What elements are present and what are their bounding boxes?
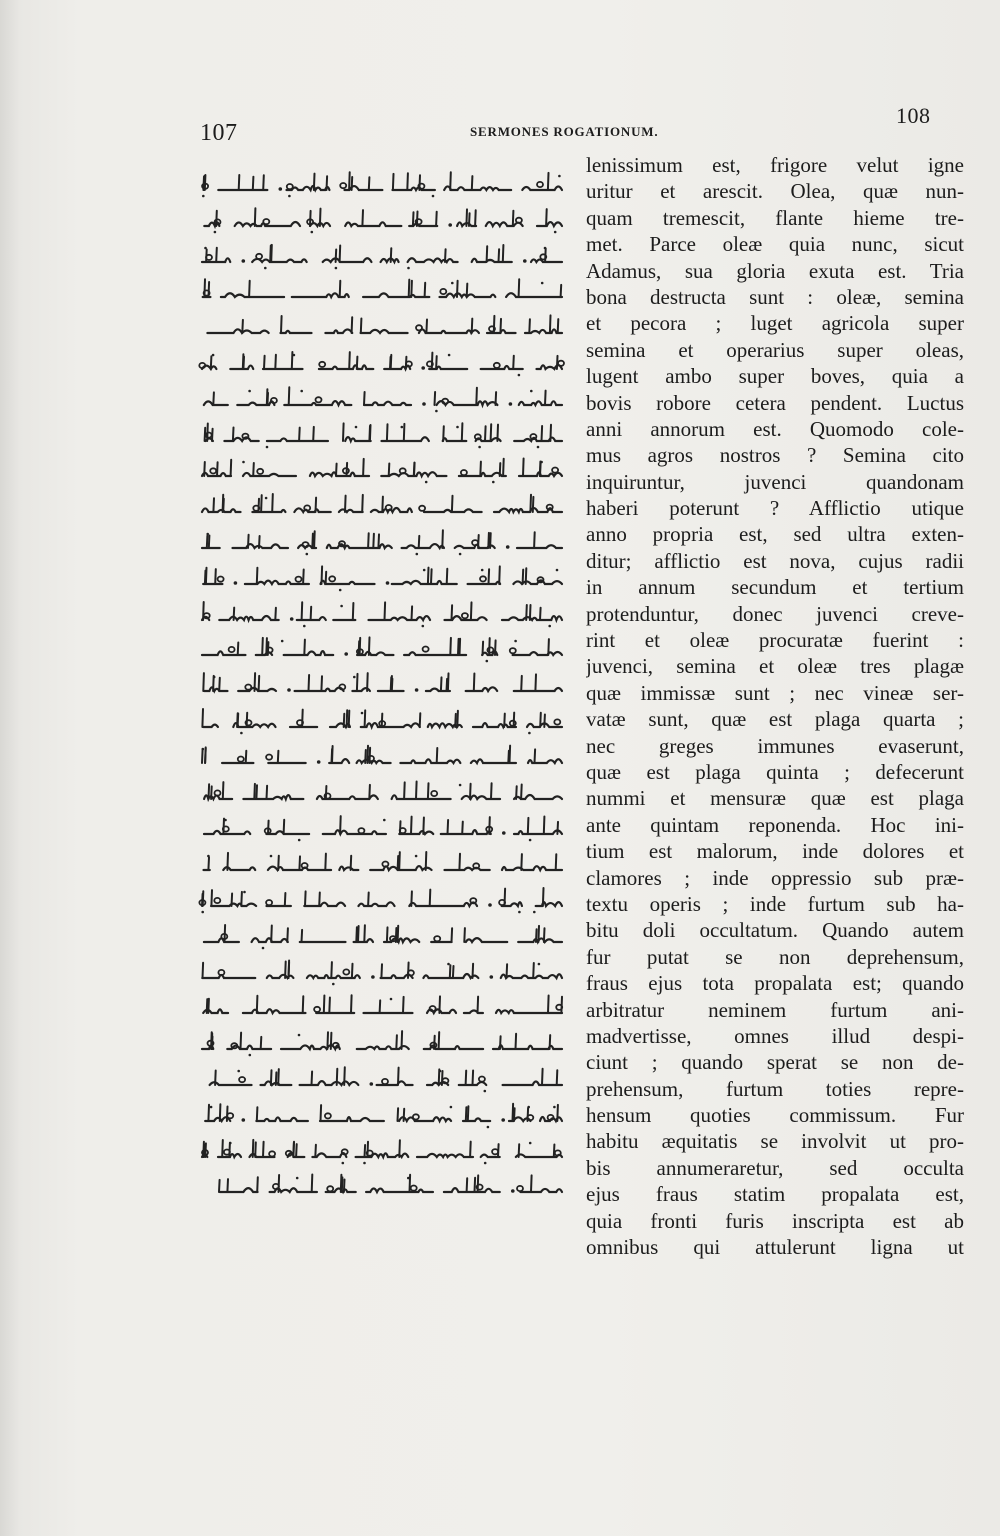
latin-text-line: habitu æquitatis se involvit ut pro- — [586, 1129, 964, 1154]
syriac-text-line — [198, 309, 566, 345]
latin-text-line: quia fronti furis inscripta est ab — [586, 1208, 964, 1233]
latin-text-line: fur putat se non deprehensum, — [586, 944, 964, 969]
syriac-text-line — [198, 345, 566, 381]
latin-text-line: ejus fraus statim propalata est, — [586, 1182, 964, 1207]
latin-text-line: quæ immissæ sunt ; nec vineæ ser- — [586, 680, 964, 705]
syriac-text-line — [198, 238, 566, 274]
syriac-text-line — [198, 202, 566, 238]
latin-text-line: Adamus, sua gloria exuta est. Tria — [586, 258, 964, 283]
syriac-text-line — [198, 273, 566, 309]
latin-text-line: inquiruntur, juvenci quandonam — [586, 469, 964, 494]
syriac-text-line — [198, 810, 566, 846]
syriac-text-line — [198, 524, 566, 560]
latin-text-line: bovis robore cetera pendent. Luctus — [586, 390, 964, 415]
syriac-text-line — [198, 918, 566, 954]
latin-text-line: textu operis ; inde furtum sub ha- — [586, 891, 964, 916]
latin-text-line: clamores ; inde oppressio sub præ- — [586, 865, 964, 890]
latin-text-line: ditur; afflictio est nova, cujus radii — [586, 548, 964, 573]
latin-text-column — [586, 152, 964, 1260]
latin-text-line: bona destructa sunt : oleæ, semina — [586, 284, 964, 309]
latin-text-line: haberi poterunt ? Afflictio utique — [586, 496, 964, 521]
syriac-text-line — [198, 166, 566, 202]
syriac-text-line — [198, 739, 566, 775]
syriac-text-line — [198, 417, 566, 453]
syriac-text-line — [198, 775, 566, 811]
latin-text-line: fraus ejus tota propalata est; quando — [586, 971, 964, 996]
syriac-text-line — [198, 882, 566, 918]
latin-text-line: rint et oleæ procuratæ fuerint : — [586, 628, 964, 653]
running-title: SERMONES ROGATIONUM. — [470, 124, 659, 139]
latin-text-line: tium est malorum, inde dolores et — [586, 839, 964, 864]
latin-text-line: nummi et mensuræ quæ est plaga — [586, 786, 964, 811]
syriac-text-line — [198, 989, 566, 1025]
latin-text-line: in annum secundum et tertium — [586, 575, 964, 600]
latin-text-line: quam tremescit, flante hieme tre- — [586, 205, 964, 230]
syriac-text-line — [198, 846, 566, 882]
latin-text-line: ante quintam reponenda. Hoc ini- — [586, 812, 964, 837]
latin-text-line: anni annorum est. Quomodo cole- — [586, 416, 964, 441]
latin-text-line: vatæ sunt, quæ est plaga quarta ; — [586, 707, 964, 732]
syriac-text-line — [198, 703, 566, 739]
latin-text-line: uritur et arescit. Olea, quæ nun- — [586, 179, 964, 204]
page-number-left: 107 — [200, 120, 238, 146]
latin-text-line: semina et operarius super oleas, — [586, 337, 964, 362]
syriac-text-line — [198, 1097, 566, 1133]
syriac-text-line — [198, 954, 566, 990]
syriac-text-line — [198, 381, 566, 417]
latin-text-line: juvenci, semina et oleæ tres plagæ — [586, 654, 964, 679]
latin-text-line: hensum quoties commissum. Fur — [586, 1103, 964, 1128]
latin-text-line: lugent ambo super boves, quia a — [586, 364, 964, 389]
latin-text-line: anno propria est, sed ultra exten- — [586, 522, 964, 547]
syriac-text-line — [198, 1025, 566, 1061]
latin-text-line: bis annumeraretur, sed occulta — [586, 1155, 964, 1180]
latin-text-line: nec greges immunes evaserunt, — [586, 733, 964, 758]
latin-text-line: protenduntur, donec juvenci creve- — [586, 601, 964, 626]
latin-text-line: ciunt ; quando sperat se non de- — [586, 1050, 964, 1075]
syriac-text-line — [198, 667, 566, 703]
syriac-text-line — [198, 596, 566, 632]
latin-text-line: mus agros nostros ? Semina cito — [586, 443, 964, 468]
page-number-right: 108 — [896, 103, 931, 128]
latin-text-line: bitu doli occultatum. Quando autem — [586, 918, 964, 943]
latin-text-line: lenissimum est, frigore velut igne — [586, 153, 964, 177]
latin-text-line: omnibus qui attulerunt ligna ut — [586, 1235, 964, 1260]
page-edge-shadow — [0, 0, 20, 1536]
syriac-text-line — [198, 452, 566, 488]
latin-text-line: arbitratur neminem furtum ani- — [586, 997, 964, 1022]
syriac-text-column — [198, 166, 566, 1204]
syriac-text-line — [198, 488, 566, 524]
syriac-text-line — [198, 1061, 566, 1097]
syriac-text-line — [198, 631, 566, 667]
syriac-text-line — [198, 1133, 566, 1169]
latin-text-line: prehensum, furtum toties repre- — [586, 1076, 964, 1101]
latin-text-line: madvertisse, omnes illud despi- — [586, 1023, 964, 1048]
latin-text-line: et pecora ; luget agricola super — [586, 311, 964, 336]
syriac-text-line — [198, 1168, 566, 1204]
latin-text-line: quæ est plaga quinta ; defecerunt — [586, 759, 964, 784]
syriac-text-line — [198, 560, 566, 596]
latin-text-line: met. Parce oleæ quia nunc, sicut — [586, 232, 964, 257]
